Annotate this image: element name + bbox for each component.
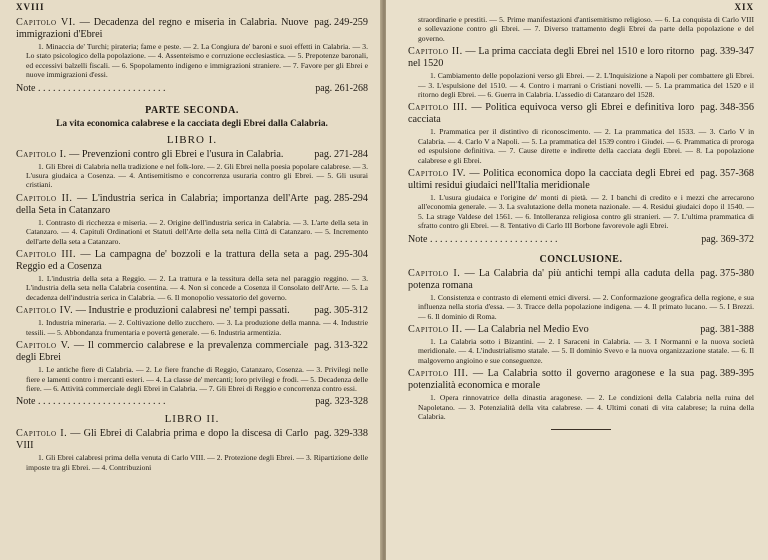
chapter-summary: 1. Opera rinnovatrice della dinastia aragonese. — 2. Le condizioni della Calabria nella ruina del Napoletano. — 3. Potenzialità della vita calabrese. — 4. Ultimi conati di vita calabrese; la ruina della Calabria. <box>418 393 754 421</box>
toc-entry <box>408 368 754 421</box>
chapter-heading <box>408 168 754 192</box>
toc-entry <box>408 324 754 365</box>
notes-line: pag. 323-328 Note . . . . . . . . . . . . . . . . . . . . . . . . . . <box>16 396 368 408</box>
chapter-heading <box>408 368 754 392</box>
chapter-summary: 1. Minaccia de' Turchi; pirateria; fame e peste. — 2. La Congiura de' baroni e suoi effetti in Calabria. — 3. Lo stato psicologico della popolazione. — 4. Assenteismo e corruzione ecclesiastica. — 5. Prepotenze baronali, ed eccessivi balzelli fiscali. — 6. Spopolamento indigeno e immigrazioni straniere. — 7. Favore per gli Ebrei e nuove immigrazioni d'essi. <box>26 42 368 80</box>
right-page-number: XIX <box>734 2 754 12</box>
toc-entry <box>16 17 368 80</box>
page-range: pag. 375-380 <box>700 267 754 279</box>
page-range: pag. 381-388 <box>700 323 754 335</box>
page-range: pag. 271-284 <box>314 148 368 160</box>
chapter-label: Capitolo I. <box>408 267 461 279</box>
chapter-title: — La Calabria da' più antichi tempi alla caduta della potenza romana <box>408 267 695 291</box>
chapter-summary: 1. L'usura giudaica e l'origine de' monti di pietà. — 2. I banchi di credito e i mezzi che arrecarono all'economia generale. — 3. La svalutazione della moneta nazionale. — 4. Residui giudaici dopo il 1540. — 5. La strage Valdese del 1561. — 6. Intolleranza religiosa contro gli stranieri. — 7. L'ultima prammatica di sfratto contro gli Ebrei. — 8. Tentativo di Carlo III Borbone favorevole agli Ebrei. <box>418 193 754 231</box>
chapter-label: Capitolo I. <box>16 428 68 440</box>
toc-entry <box>16 149 368 190</box>
chapter-summary: 1. Gli Ebrei calabresi prima della venuta di Carlo VIII. — 2. Protezione degli Ebrei. — 3. Ripartizione delle imposte tra gli Ebrei. — 4. Contribuzioni <box>26 453 368 472</box>
chapter-title: — La Calabria sotto il governo aragonese e la sua potenzialità economica e morale <box>408 368 695 392</box>
notes-label: Note <box>16 82 36 94</box>
toc-entry <box>16 340 368 393</box>
toc-entry <box>408 268 754 321</box>
chapter-heading <box>408 102 754 126</box>
chapter-heading <box>408 324 754 336</box>
toc-entry <box>16 193 368 246</box>
chapter-summary: 1. La Calabria sotto i Bizantini. — 2. I Saraceni in Calabria. — 3. I Normanni e la nuova società meridionale. — 4. L'industrialismo statale. — 5. Il dominio Svevo e la nuova organizzazione statale. — 6. Il malgoverno angioino e sue conseguenze. <box>418 336 754 365</box>
chapter-summary: 1. Le antiche fiere di Calabria. — 2. Le fiere franche di Reggio, Catanzaro, Cosenza. — 3. Privilegi nelle fiere e lamenti contro i mercanti esteri. — 4. La classe de' mercanti; loro privilegi e frodi. — 5. Decadenza delle fiere. — 6. Attività commerciale degli Ebrei in Calabria. — 7. Gli Ebrei di Reggio e concorrenza contro essi. <box>26 365 368 393</box>
notes-label: Note <box>16 396 36 408</box>
toc-entry <box>16 249 368 302</box>
notes-line: pag. 369-372 Note . . . . . . . . . . . . . . . . . . . . . . . . . . <box>408 233 754 245</box>
conclusion-title: CONCLUSIONE. <box>539 253 623 265</box>
page-range: pag. 329-338 <box>314 428 368 440</box>
end-rule <box>551 429 611 430</box>
chapter-label: Capitolo V. <box>16 340 71 352</box>
chapter-summary: 1. Gli Ebrei di Calabria nella tradizione e nel folk-lore. — 2. Gli Ebrei nella poesia popolare calabrese. — 3. L'usura giudaica a Cosenza. — 4. Antisemitismo e concorrenza usuraria contro gli Ebrei. — 5. Gli usurai cristiani. <box>26 161 368 190</box>
chapter-label: Capitolo IV. <box>408 168 466 180</box>
chapter-label: Capitolo VI. <box>16 17 76 28</box>
chapter-title: — Prevenzioni contro gli Ebrei e l'usura in Calabria. <box>66 148 284 160</box>
chapter-summary: 1. Prammatica per il distintivo di riconoscimento. — 2. La prammatica del 1533. — 3. Carlo V in Calabria. — 4. Carlo V a Napoli. — 5. La prammatica del 1539 contro i Giudei. — 6. Prammatica di proroga ed espulsione definitiva. — 7. Cause dirette e indirette della cacciata degli Ebrei. — 8. La popolazione calabrese e gli Ebrei. <box>418 127 754 165</box>
chapter-summary: 1. Industria mineraria. — 2. Coltivazione dello zucchero. — 3. La produzione della manna. — 4. Industrie tessili. — 5. Abbondanza frumentaria e povertà generale. — 6. Industria armentizia. <box>26 318 368 337</box>
left-page-number: XVIII <box>16 2 45 12</box>
page-range: pag. 339-347 <box>700 46 754 58</box>
page-range: pag. 249-259 <box>314 17 368 28</box>
notes-label: Note <box>408 233 428 245</box>
page-range: pag. 357-368 <box>700 168 754 180</box>
toc-entry <box>16 305 368 337</box>
book-title: LIBRO II. <box>164 413 220 426</box>
part-title: PARTE SECONDA. <box>145 104 239 116</box>
page-range: pag. 389-395 <box>700 368 754 380</box>
chapter-heading <box>16 305 368 317</box>
chapter-title: — Decadenza del regno e miseria in Calabria. Nuove immigrazioni d'Ebrei <box>16 17 309 40</box>
chapter-title: — Politica equivoca verso gli Ebrei e definitiva loro cacciata <box>408 102 695 126</box>
page-range: pag. 348-356 <box>700 102 754 114</box>
chapter-heading <box>16 249 368 273</box>
book-title: LIBRO I. <box>166 133 218 146</box>
page-range: pag. 313-322 <box>314 340 368 352</box>
notes-page-range: pag. 369-372 <box>701 233 754 245</box>
chapter-heading <box>16 17 368 41</box>
chapter-heading <box>16 428 368 452</box>
toc-entry <box>408 102 754 165</box>
chapter-summary: 1. Cambiamento delle popolazioni verso gli Ebrei. — 2. L'Inquisizione a Napoli per combattere gli Ebrei. — 3. L'espulsione del 1510. — 4. Contro i marrani o Cristiani novelli. — 5. La prammatica del 1520 e il ritorno degli Ebrei. — 6. Guerra in Calabria. L'assedio di Catanzaro del 1528. <box>418 71 754 100</box>
chapter-summary: 1. Consistenza e contrasto di elementi etnici diversi. — 2. Conformazione geografica della regione, e sua influenza nella storia d'essa. — 3. Tracce della popolazione indigena. — 4. Il primato lucano. — 5. I Brezzi. — 6. Il dominio di Roma. <box>418 292 754 321</box>
chapter-label: Capitolo III. <box>408 102 468 114</box>
chapter-title: — La Calabria nel Medio Evo <box>462 323 589 335</box>
chapter-heading <box>408 46 754 70</box>
toc-entry <box>408 46 754 99</box>
part-subtitle: La vita economica calabrese e la cacciata degli Ebrei dalla Calabria. <box>56 118 328 129</box>
page-range: pag. 295-304 <box>314 249 368 261</box>
chapter-heading <box>16 149 368 161</box>
chapter-label: Capitolo II. <box>16 192 73 204</box>
chapter-label: Capitolo III. <box>408 368 469 380</box>
right-page <box>386 0 768 560</box>
chapter-title: — Politica economica dopo la cacciata degli Ebrei ed ultimi residui giudaici nell'Italia meridionale <box>408 168 695 192</box>
chapter-title: — Industrie e produzioni calabresi ne' tempi passati. <box>73 305 290 317</box>
toc-entry <box>408 168 754 231</box>
chapter-heading <box>408 268 754 292</box>
chapter-heading <box>16 340 368 364</box>
notes-page-range: pag. 323-328 <box>315 396 368 408</box>
chapter-label: Capitolo I. <box>16 148 67 160</box>
chapter-title: — Il commercio calabrese e la prevalenza commerciale degli Ebrei <box>16 340 309 364</box>
chapter-summary-continuation: straordinarie e prestiti. — 5. Prime manifestazioni d'antisemitismo religioso. — 6. La conquista di Carlo VIII e sollevazione contro gli Ebrei. — 7. Diverso trattamento degli Ebrei da parte della popolazione e del governo. <box>418 15 754 43</box>
notes-page-range: pag. 261-268 <box>315 82 368 94</box>
chapter-label: Capitolo IV. <box>16 305 74 317</box>
chapter-label: Capitolo II. <box>408 323 463 335</box>
page-range: pag. 285-294 <box>314 192 368 204</box>
chapter-heading <box>16 193 368 217</box>
chapter-summary: 1. L'industria della seta a Reggio. — 2. La trattura e la tessitura della seta nel paraggio reggino. — 3. L'industria della seta nella Calabria cosentina. — 4. Non si concede a Cosenza il Consolato dell'Arte. — 5. La decadenza dell'industria serica in Calabria. — 6. Il monopolio vessatorio del governo. <box>26 274 368 302</box>
toc-entry <box>16 428 368 472</box>
chapter-title: — La prima cacciata degli Ebrei nel 1510 e loro ritorno nel 1520 <box>408 46 695 70</box>
notes-line: pag. 261-268 Note . . . . . . . . . . . . . . . . . . . . . . . . . . <box>16 82 368 94</box>
page-range: pag. 305-312 <box>314 305 368 317</box>
chapter-summary: 1. Contrasto di ricchezza e miseria. — 2. Origine dell'industria serica in Calabria. — 3. L'arte della seta in Catanzaro. — 4. Capituli Ordinationi et Statuti dell'Arte della seta nella Città di Catanzaro. — 5. Incremento dell'arte della seta a Catanzaro. <box>26 217 368 246</box>
left-page <box>0 0 382 560</box>
chapter-title: — Gli Ebrei di Calabria prima e dopo la discesa di Carlo VIII <box>16 428 309 452</box>
chapter-title: — La campagna de' bozzoli e la trattura della seta a Reggio ed a Cosenza <box>16 249 309 273</box>
chapter-title: — L'industria serica in Calabria; importanza dell'Arte della Seta in Catanzaro <box>16 192 309 216</box>
chapter-label: Capitolo III. <box>16 249 77 261</box>
chapter-label: Capitolo II. <box>408 46 463 58</box>
